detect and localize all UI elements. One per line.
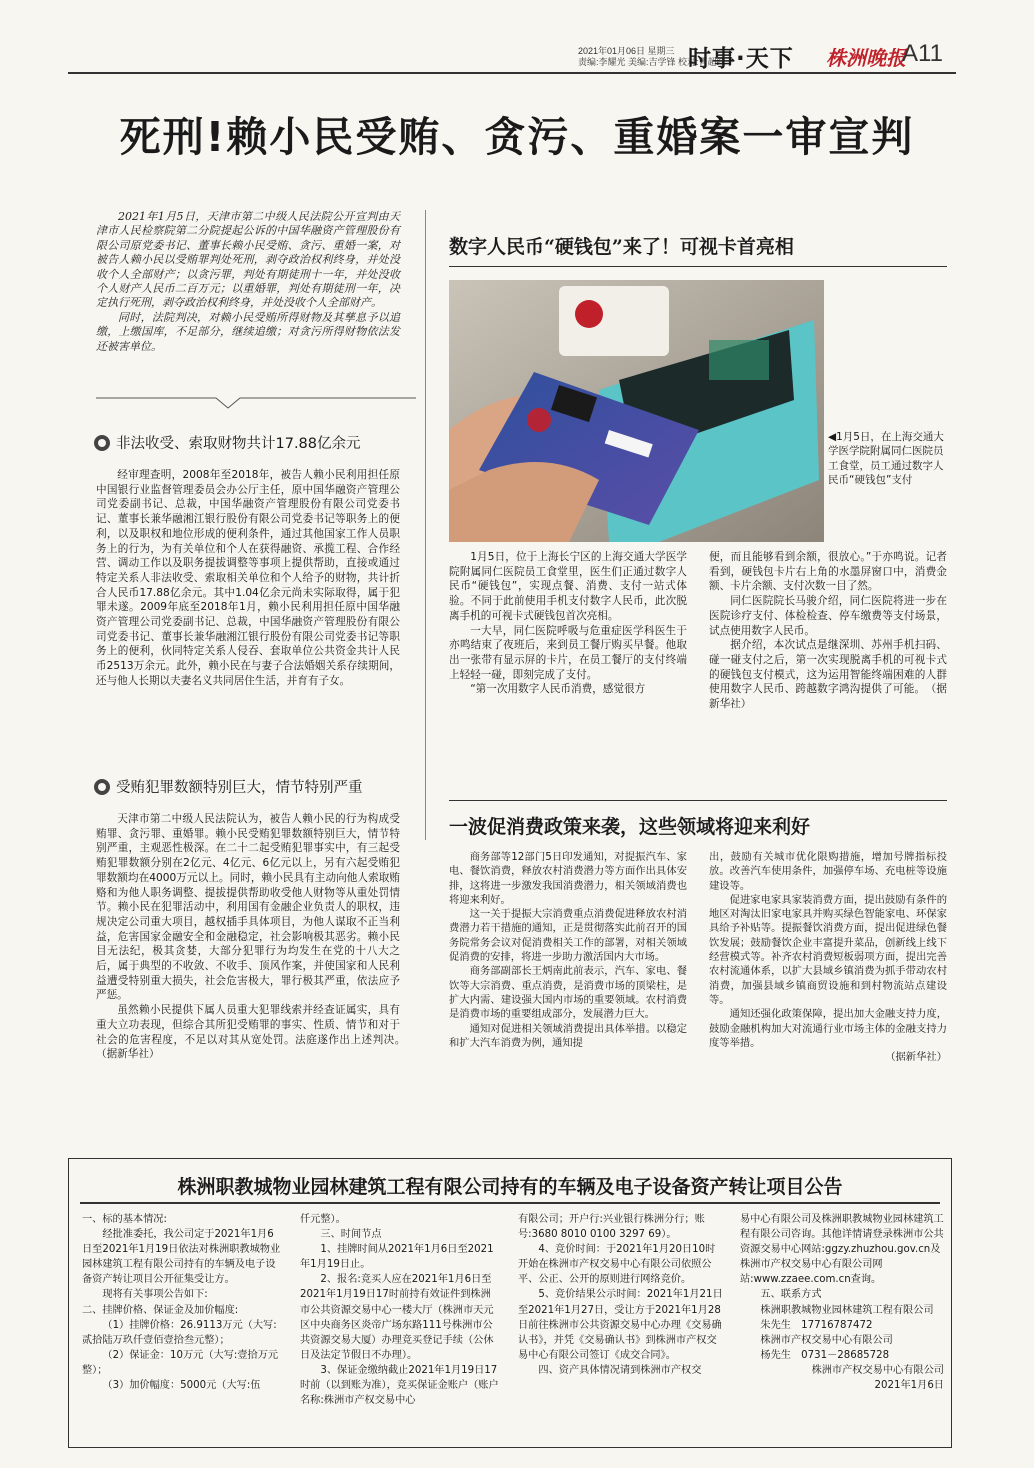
main-article-body-1 <box>96 468 400 689</box>
article3-column-1 <box>449 850 687 1064</box>
notice-line: 4、竞价时间：于2021年1月20日10时开始在株洲市产权交易中心有限公司依照公平、公正、公开的原则进行网络竞价。 <box>518 1244 716 1286</box>
notice-line: 二、挂牌价格、保证金及加价幅度: <box>82 1304 239 1316</box>
notice-line: 现将有关事项公告如下: <box>102 1289 208 1301</box>
issue-date: 2021年01月06日 星期三 <box>578 46 675 56</box>
body-paragraph: 通知对促进相关领域消费提出具体举措。以稳定和扩大汽车消费为例，通知提 <box>449 1022 687 1049</box>
article3-headline: 一波促消费政策来袭，这些领域将迎来利好 <box>449 816 811 838</box>
notice-line: 株洲市产权交易中心有限公司 <box>760 1334 893 1346</box>
subheading-severity <box>94 776 363 797</box>
notice-line: 株洲市产权交易中心有限公司 <box>811 1364 944 1376</box>
editors-line: 责编:李耀光 美编:吉学锋 校对:曹超红 <box>578 57 726 67</box>
body-paragraph: 虽然赖小民提供下属人员重大犯罪线索并经查证属实，具有重大立功表现，但综合其所犯受贿罪的事实、性质、情节和对于社会的危害程度，不足以对其从宽处罚。法庭遂作出上述判决。 （据新华社） <box>96 1004 422 1061</box>
column-divider <box>425 210 426 840</box>
bullet-circle-icon <box>94 779 110 795</box>
notice-line: 一、标的基本情况: <box>82 1214 167 1225</box>
notice-line: 三、时间节点 <box>320 1229 382 1241</box>
source-credit: （据新华社） <box>885 1051 947 1064</box>
notice-line: 株洲职教城物业园林建筑工程有限公司 <box>760 1304 934 1316</box>
subheading-bribery-amount <box>94 432 361 453</box>
bullet-circle-icon <box>94 435 110 451</box>
notice-line: 四、资产具体情况请到株洲市产权交 <box>538 1364 702 1376</box>
notice-line: 仟元整）。 <box>300 1214 346 1225</box>
main-article-lead <box>96 210 400 354</box>
body-paragraph: 商务部副部长王炳南此前表示，汽车、家电、餐饮等大宗消费、重点消费，是消费市场的顶梁柱，是扩大内需、建设强大国内市场的重要领域。农村消费是消费市场的重要组成部分，发展潜力巨大。 <box>449 965 687 1021</box>
article2-headline: 数字人民币“硬钱包”来了！可视卡首亮相 <box>449 236 794 258</box>
notice-line: 有限公司；开户行:兴业银行株洲分行；账号:3680 8010 0100 3297 69）。 <box>518 1214 705 1241</box>
masthead-rule <box>68 72 956 74</box>
body-paragraph: 天津市第二中级人民法院认为，被告人赖小民的行为构成受贿罪、贪污罪、重婚罪。赖小民受贿犯罪数额特别巨大，情节特别严重，主观恶性极深。在二十二起受贿犯罪事实中，有三起受贿犯罪数额分别在2亿元、4亿元、6亿元以上，另有六起受贿犯罪数额均在4000万元以上。同时，赖小民具有主动向他人索取贿赂和为他人职务调整、提拔提供帮助收受他人财物等从重处罚情节。赖小民在犯罪活动中，利用国有金融企业负责人的职权，违规决定公司重大项目，越权插手具体项目，为他人谋取不正当利益，危害国家金融安全和金融稳定，社会影响极其恶劣。赖小民目无法纪，极其贪婪，大部分犯罪行为均发生在党的十八大之后，属于典型的不收敛、不收手、顶风作案，并使国家和人民利益遭受特别重大损失，社会危害极大，罪行极其严重，依法应予严惩。 <box>96 813 400 1002</box>
body-paragraph: 1月5日，位于上海长宁区的上海交通大学医学院附属同仁医院员工食堂里，医生们正通过数字人民币“硬钱包”，实现点餐、消费、支付一站式体验。不同于此前使用手机支付数字人民币，此次脱离手机的可视卡式硬钱包首次亮相。 <box>449 551 687 622</box>
notice-column-4 <box>740 1212 944 1393</box>
notice-column-1 <box>82 1212 282 1393</box>
article3-top-rule <box>449 800 947 801</box>
notice-line: 易中心有限公司及株洲职教城物业园林建筑工程有限公司咨询。其他详情请登录株洲市公共资源交易中心网站:ggzy.zhuzhou.gov.cn及株洲市产权交易中心有限公司网站:www.zzaee.com.cn查询。 <box>740 1214 944 1286</box>
article2-column-2 <box>709 550 947 712</box>
newspaper-logo: 株洲晚报 <box>826 46 906 70</box>
photo-caption: ◀1月5日，在上海交通大学医学院附属同仁医院员工食堂，员工通过数字人民币“硬钱包”支付 <box>828 431 944 486</box>
notice-line: （2）保证金：10万元（大写:壹拾万元整）； <box>82 1349 279 1376</box>
body-paragraph: 这一关于提振大宗消费重点消费促进释放农村消费潜力若干措施的通知，正是贯彻落实此前召开的国务院常务会议对促消费相关工作的部署，对相关领域促消费的安排，将进一步助力激活国内大市场。 <box>449 908 687 964</box>
notice-column-3 <box>518 1212 723 1378</box>
lead-paragraph: 同时，法院判决，对赖小民受贿所得财物及其孳息予以追缴，上缴国库，不足部分，继续追缴；对贪污所得财物依法发还被害单位。 <box>96 310 400 353</box>
notice-line: 2、报名:竞买人应在2021年1月6日至2021年1月19日17时前持有效证件到株洲市公共资源交易中心一楼大厅（株洲市天元区中央商务区炎帝广场东路111号株洲市公共资源交易大厦）办理竞买登记手续（公休日及法定节假日不办理）。 <box>300 1274 494 1361</box>
article2-body <box>449 550 947 712</box>
body-paragraph: 便，而且能够看到余额，很放心。”于亦鸣说。记者看到，硬钱包卡片右上角的水墨屏窗口中，消费金额、卡片余额、支付次数一目了然。 <box>709 551 947 593</box>
body-paragraph: 同仁医院院长马骏介绍，同仁医院将进一步在医院诊疗支付、体检检查、停车缴费等支付场景，试点使用数字人民币。 <box>709 595 947 637</box>
main-article-body-2 <box>96 812 422 1062</box>
subheading-text: 非法收受、索取财物共计17.88亿余元 <box>116 436 361 452</box>
lead-divider-notch <box>96 392 416 412</box>
lead-paragraph: 2021年1月5日，天津市第二中级人民法院公开宣判由天津市人民检察院第二分院提起公诉的中国华融资产管理股份有限公司原党委书记、董事长赖小民受贿、贪污、重婚一案，对被告人赖小民以受贿罪判处死刑，剥夺政治权利终身，并处没收个人全部财产；以贪污罪，判处有期徒刑十一年，并处没收个人财产人民币二百万元；以重婚罪，判处有期徒刑一年，决定执行死刑，剥夺政治权利终身，并处没收个人全部财产。 <box>96 210 400 310</box>
main-headline: 死刑!赖小民受贿、贪污、重婚案一审宣判 <box>119 113 915 161</box>
notice-line: 5、竞价结果公示时间：2021年1月21日至2021年1月27日，受让方于2021年1月28日前往株洲市公共资源交易中心办理《交易确认书》，并凭《交易确认书》到株洲市产权交易中心有限公司签订《成交合同》。 <box>518 1289 723 1361</box>
notice-line: （3）加价幅度：5000元（大写:伍 <box>102 1380 261 1392</box>
section-name: 时事·天下 <box>688 46 794 72</box>
notice-line: 五、联系方式 <box>760 1289 822 1301</box>
card-payment-photo <box>449 280 824 542</box>
body-paragraph: 促进家电家具家装消费方面，提出鼓励有条件的地区对淘汰旧家电家具并购买绿色智能家电、环保家具给予补贴等。提振餐饮消费方面，提出促进绿色餐饮发展；鼓励餐饮企业丰富提升菜品，创新线上线下经营模式等。补齐农村消费短板弱项方面，提出完善农村流通体系，以扩大县域乡镇消费为抓手带动农村消费，加强县域乡镇商贸设施和到村物流站点建设等。 <box>709 893 947 1006</box>
body-paragraph: 出，鼓励有关城市优化限购措施，增加号牌指标投放。改善汽车使用条件，加强停车场、充电桩等设施建设等。 <box>709 851 947 892</box>
notice-line: 朱先生 17716787472 <box>760 1319 873 1331</box>
body-paragraph: 经审理查明，2008年至2018年，被告人赖小民利用担任原中国银行业监督管理委员会办公厅主任，原中国华融资产管理公司党委副书记、总裁，中国华融资产管理股份有限公司党委书记、董事长兼华融湘江银行股份有限公司党委书记等职务上的便利，以及职权和地位形成的便利条件，通过其他国家工作人员职务上的行为，为有关单位和个人在获得融资、承揽工程、合作经营、调动工作以及职务提拔调整等事项上提供帮助，直接或通过特定关系人非法收受、索取相关单位和个人给予的财物，共计折合人民币17.88亿余元。其中1.04亿余元尚未实际取得，属于犯罪未遂。2009年底至2018年1月，赖小民利用担任原中国华融资产管理公司党委副书记、总裁，中国华融资产管理股份有限公司党委书记、董事长兼华融湘江银行股份有限公司党委书记等职务上的便利，伙同特定关系人侵吞、套取单位公共资金共计人民币2513万余元。此外，赖小民在与妻子合法婚姻关系存续期间，还与他人长期以夫妻名义共同居住生活，并育有子女。 <box>96 469 400 687</box>
article2-column-1 <box>449 550 687 712</box>
article3-column-2 <box>709 850 947 1064</box>
page-number: A11 <box>902 40 943 67</box>
body-paragraph: 通知还强化政策保障，提出加大金融支持力度，鼓励金融机构加大对流通行业市场主体的金融支持力度等举措。 <box>709 1008 947 1049</box>
article3-body <box>449 850 947 1064</box>
notice-line: 1、挂牌时间从2021年1月6日至2021年1月19日止。 <box>300 1244 494 1271</box>
body-paragraph: 一大早，同仁医院呼吸与危重症医学科医生于亦鸣结束了夜班后，来到员工餐厅购买早餐。他取出一张带有显示屏的卡片，在员工餐厅的支付终端上轻轻一碰，即刻完成了支付。 <box>449 624 687 681</box>
subheading-text: 受贿犯罪数额特别巨大，情节特别严重 <box>116 780 363 796</box>
body-paragraph: “第一次用数字人民币消费，感觉很方 <box>470 683 646 696</box>
article2-rule <box>449 266 947 267</box>
notice-line: 经批准委托，我公司定于2021年1月6日至2021年1月19日依法对株洲职教城物业园林建筑工程有限公司持有的车辆及电子设备资产转让项目公开征集受让方。 <box>82 1229 281 1286</box>
notice-line: 3、保证金缴纳截止2021年1月19日17时前（以到账为准），竞买保证金账户（账户名称:株洲市产权交易中心 <box>300 1364 499 1407</box>
notice-column-2 <box>300 1212 500 1408</box>
notice-line: 杨先生 0731－28685728 <box>760 1349 890 1361</box>
notice-line: 2021年1月6日 <box>874 1380 944 1392</box>
notice-title: 株洲职教城物业园林建筑工程有限公司持有的车辆及电子设备资产转让项目公告 <box>177 1176 843 1198</box>
body-paragraph: 商务部等12部门5日印发通知，对提振汽车、家电、餐饮消费，释放农村消费潜力等方面作出具体安排，这将进一步激发我国消费潜力，相关领域消费也将迎来利好。 <box>449 851 687 906</box>
notice-rule <box>80 1202 940 1204</box>
body-paragraph: 据介绍，本次试点是继深圳、苏州手机扫码、碰一碰支付之后，第一次实现脱离手机的可视卡式的硬钱包支付模式，这为运用智能终端困难的人群使用数字人民币、跨越数字鸿沟提供了可能。 （据新华社） <box>709 639 947 711</box>
notice-line: （1）挂牌价格：26.9113万元（大写:贰拾陆万玖仟壹佰壹拾叁元整）； <box>82 1319 277 1346</box>
